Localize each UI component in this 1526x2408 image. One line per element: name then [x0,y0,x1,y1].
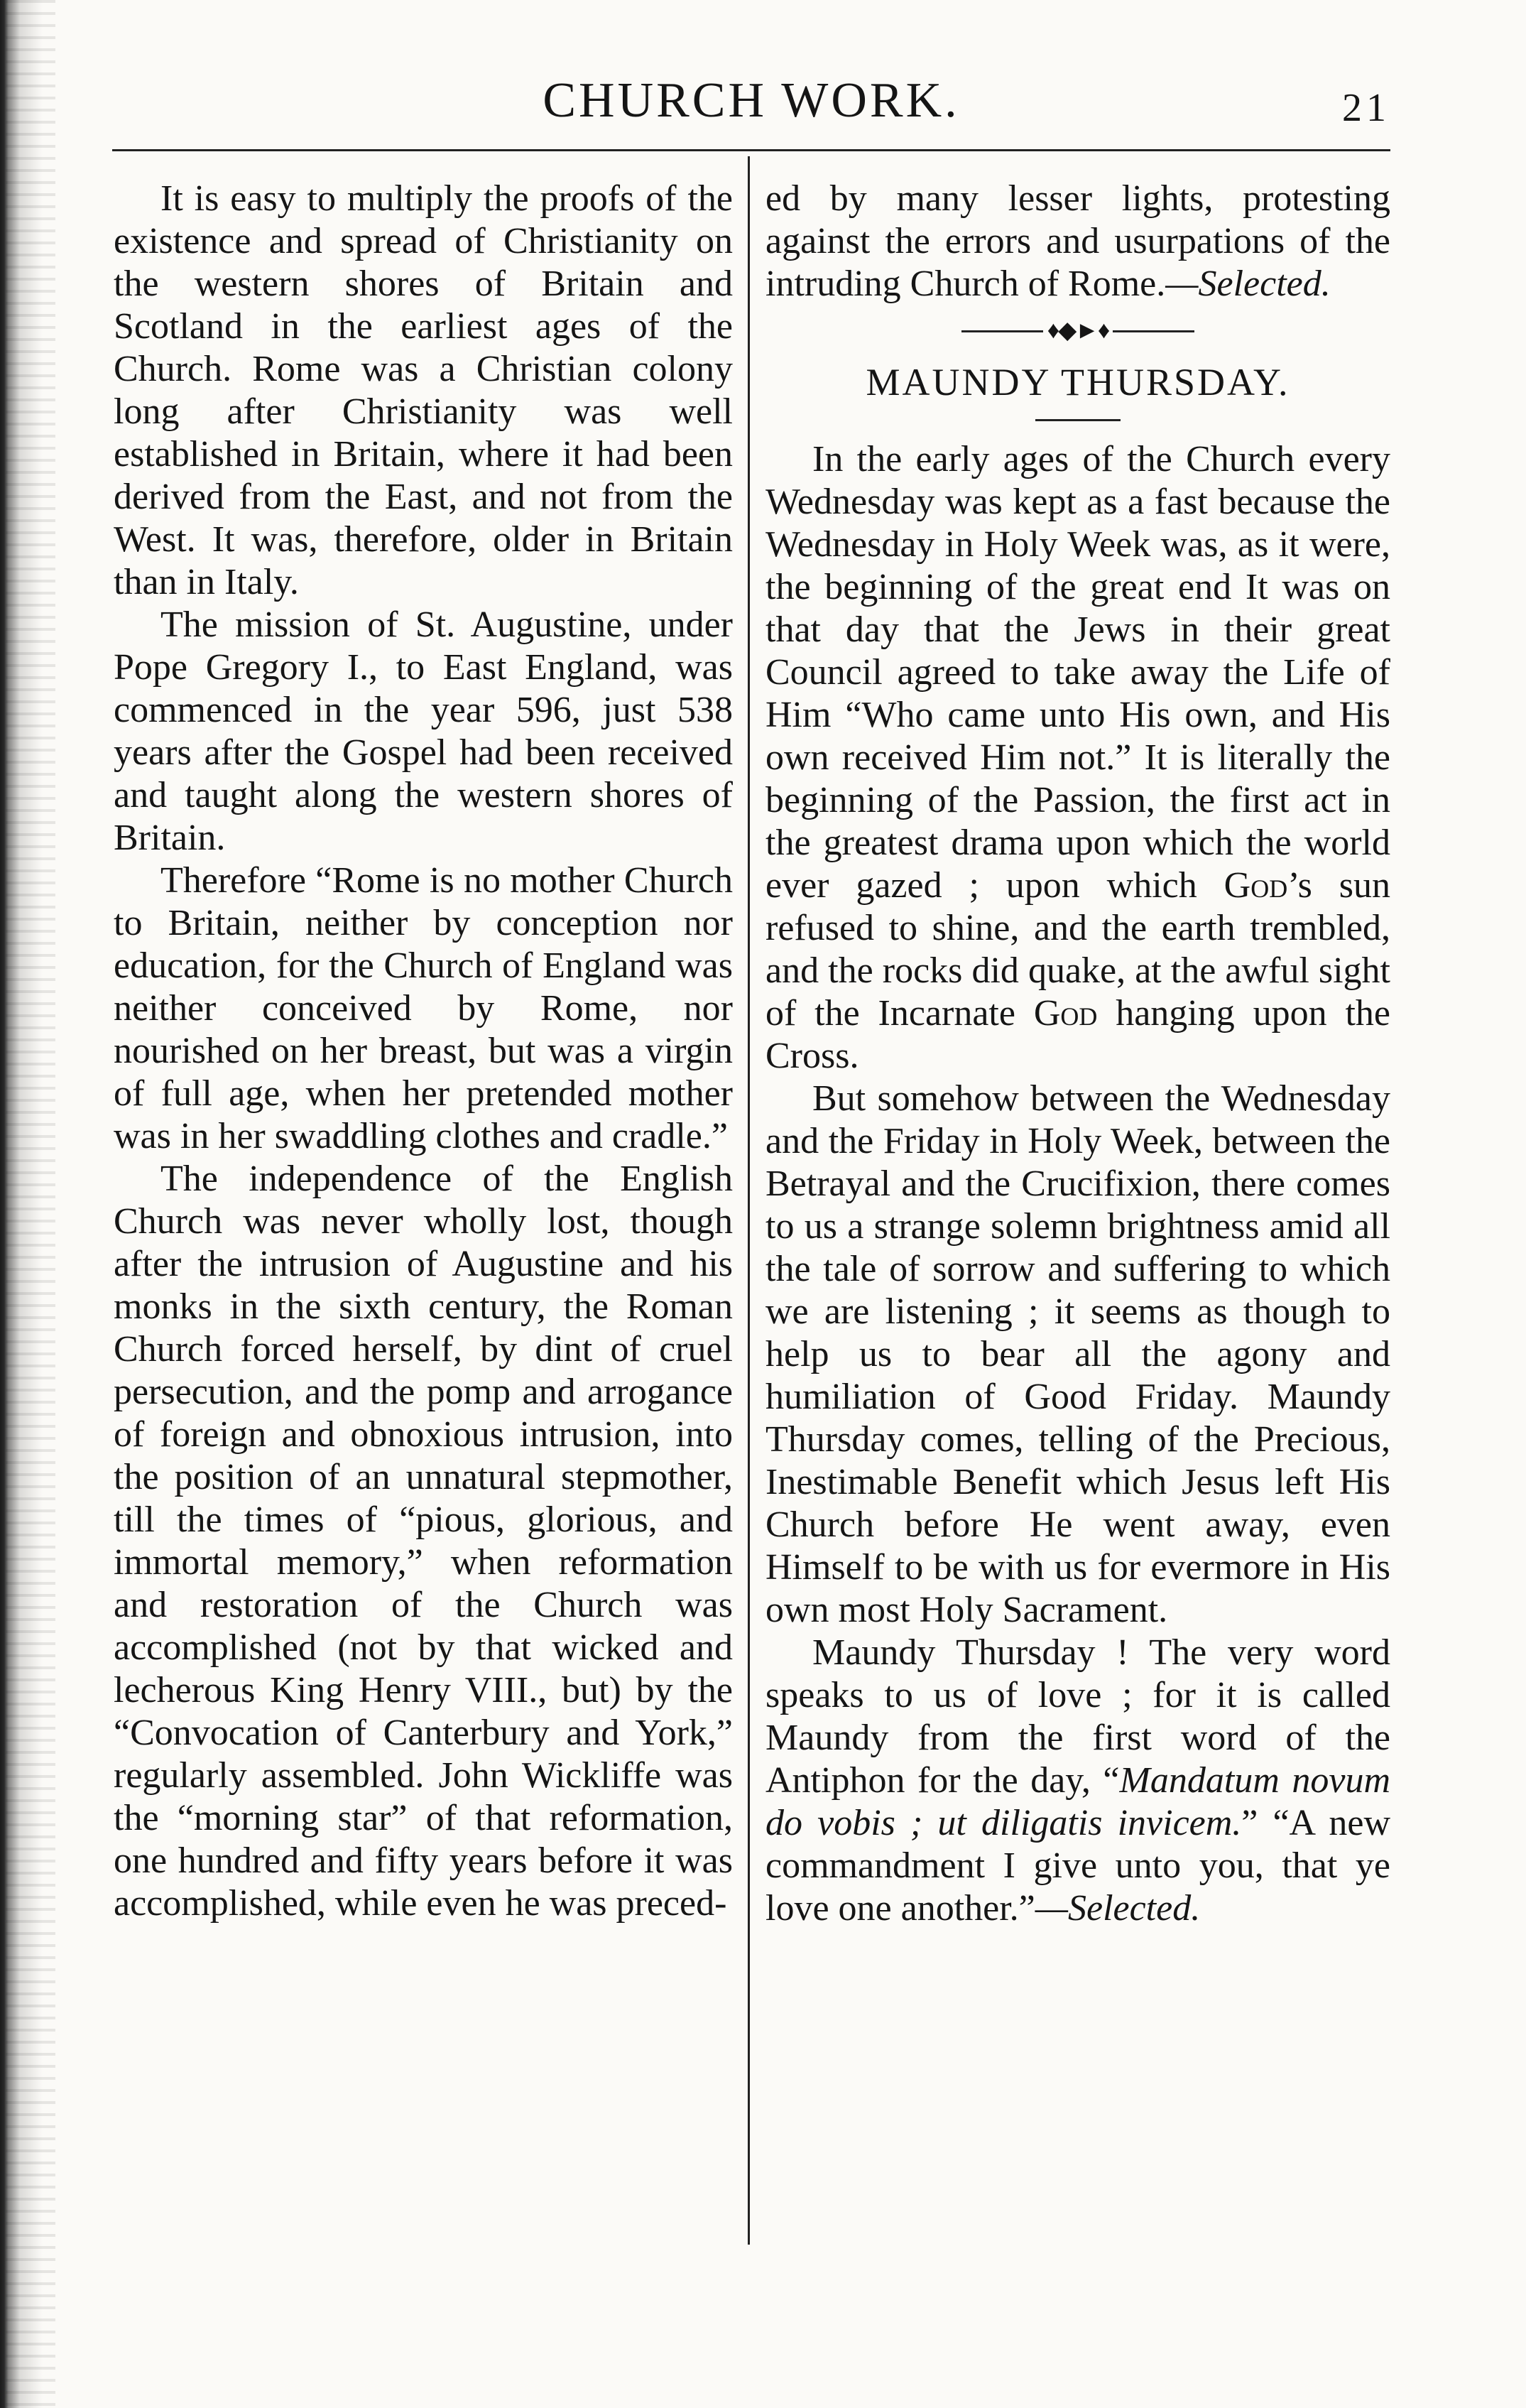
paragraph-mission-of-augustine: The mission of St. Augustine, under Pope Gregory I., to East England, was commenced in the year 596, just 538 years after the Gospel had been received and taught along the western shores of Britain. [114,604,733,858]
p3-attribution: —Selected. [1035,1888,1201,1929]
p3-text-1: Maundy Thursday ! The very word speaks to us of love ; for it is called Maundy from the first word of the Antiphon for the day, “ [765,1632,1390,1801]
paragraph-independence-english-church: The independence of the English Church was never wholly lost, though after the intrusion of Augustine and his monks in the sixth century, the Roman Church forced herself, by dint of cruel persecution, and the pomp and arrogance of foreign and obnoxious intrusion, into the position of an unnatural stepmother, till the times of “pious, glorious, and immortal memory,” when reformation and restoration of the Church was accomplished (not by that wicked and lecherous King Henry VIII., but) by the “Convocation of Canterbury and York,” regularly assembled. John Wickliffe was the “morning star” of that reformation, one hundred and fifty years before it was accomplished, while even he was preced- [114,1159,733,1924]
paragraph-solemn-brightness: But somehow between the Wednesday and the Friday in Holy Week, between the Betrayal and the Crucifixion, there comes to us a strange solemn brightness amid all the tale of sorrow and suffering to which we are listening ; it seems as though to help us to bear all the agony and humiliation of Good Friday. Maundy Thursday comes, telling of the Precious, Inestimable Benefit which Jesus left His Church before He went away, even Himself to be with us for evermore in His own most Holy Sacrament. [765,1078,1390,1631]
column-divider [748,156,750,2245]
p1-text-1: In the early ages of the Church every Wednesday was kept as a fast because the Wednesday in Holy Week was, as it were, the beginning of the great end It was on that day that the Jews in their great Council agreed to take away the Life of Him “Who came unto His own, and His own received Him not.” It is literally the beginning of the Passion, the first act in the greatest drama upon which the world ever gazed ; upon which [765,439,1390,906]
scanned-page-edge [0,0,67,2408]
header-rule [112,149,1390,151]
p1-text-2: ’s sun refused to shine, and the earth trembled, and the rocks did quake, at the awful sight of the Incarnate [765,865,1391,1034]
page-number: 21 [1342,86,1390,130]
section-ornament [765,308,1390,352]
p1-text-3: hanging upon the Cross. [765,993,1390,1077]
ornament-left-dash [961,330,1043,332]
page-header [112,65,1390,136]
title-short-rule [1035,419,1121,421]
running-title: CHURCH WORK. [543,73,960,128]
paragraph-early-ages [765,438,1390,1078]
paragraph-rome-no-mother-church: Therefore “Rome is no mother Church to Britain, neither by conception nor education, for the Church of England was neither conceived by Rome, nor nourished on her breast, but was a virgin of full age, when her pretended mother was in her swaddling clothes and cradle.” [114,860,733,1156]
ornament-right-dash [1113,330,1194,332]
right-column [765,178,1390,1930]
p3-text-2: ” “A new commandment I give unto you, that ye love one another.” [765,1803,1390,1929]
ornament-glyphs: ♦◆►♦ [1047,318,1109,345]
p3-latin-antiphon: Mandatum novum do vobis ; ut diligatis invicem. [765,1760,1390,1844]
continuation-text: ed by many lesser lights, protesting against the errors and usurpations of the intruding Church of Rome. [765,178,1390,304]
section-title: MAUNDY THURSDAY. [866,361,1290,404]
p1-god-2: God [1033,993,1098,1034]
p1-god-1: God [1223,865,1288,906]
paragraph-maundy-love [765,1632,1390,1930]
continuation-attribution: —Selected. [1165,264,1331,304]
paragraph-proofs-of-christianity: It is easy to multiply the proofs of the existence and spread of Christianity on the western shores of Britain and Scotland in the earliest ages of the Church. Rome was a Christian colony long after Christianity was well established in Britain, where it had been derived from the East, and not from the West. It was, therefore, older in Britain than in Italy. [114,178,733,602]
left-column [114,178,733,1925]
paragraph-continuation [765,178,1390,305]
